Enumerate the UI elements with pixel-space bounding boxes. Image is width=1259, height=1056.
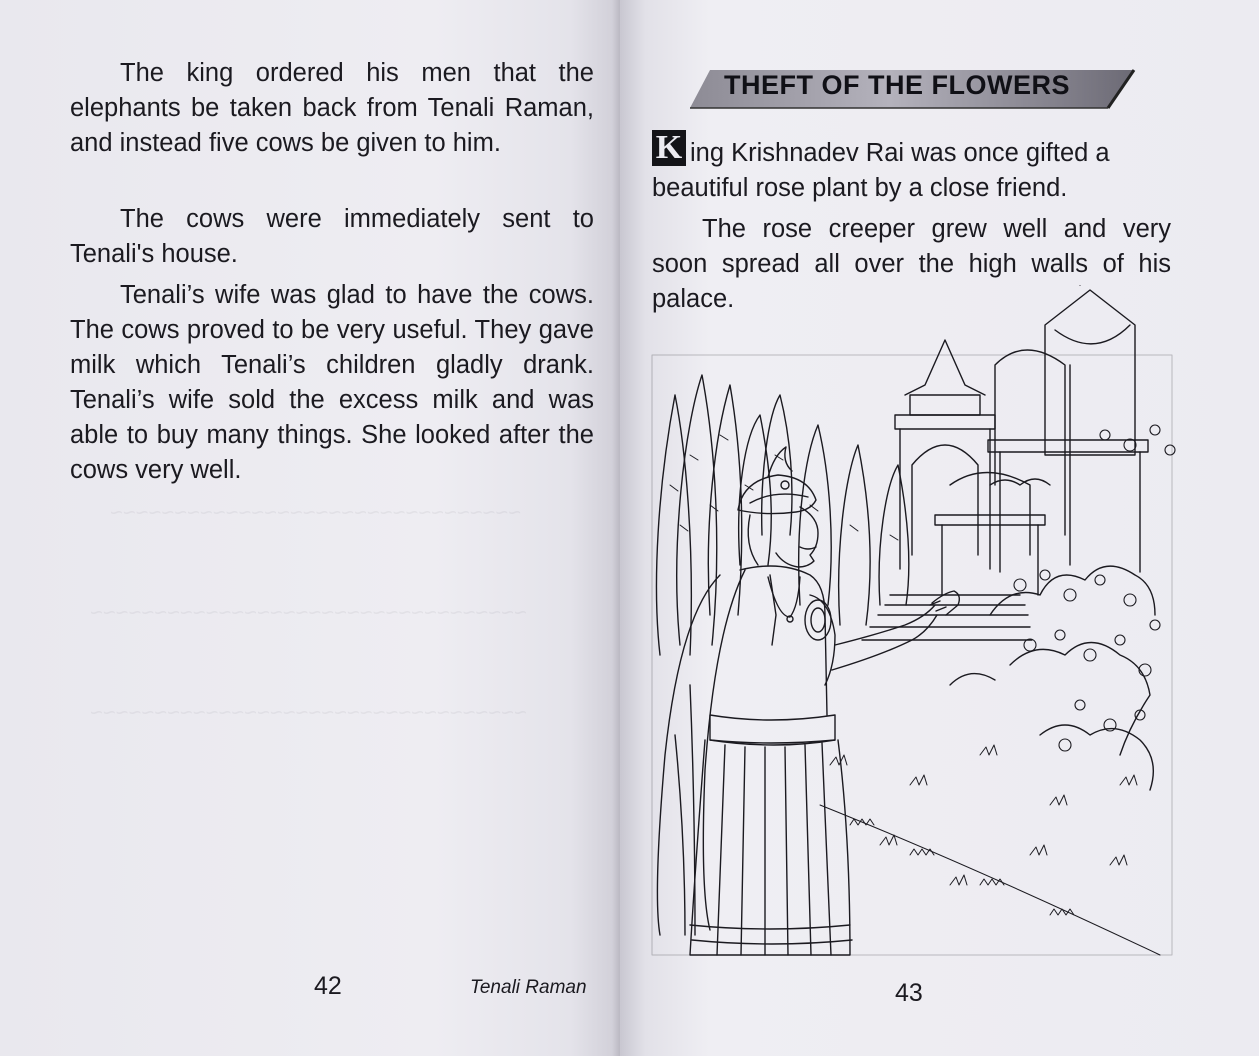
right-paragraph-1-line-2: beautiful rose plant by a close friend. (652, 174, 1068, 202)
palace-steps (862, 595, 1032, 640)
rose-bushes (950, 425, 1175, 790)
chapter-title: THEFT OF THE FLOWERS (724, 70, 1070, 100)
drop-cap: K (652, 130, 686, 166)
right-page (620, 0, 1259, 1056)
king-in-garden-illustration (650, 285, 1180, 965)
palace-pavilion (895, 285, 1148, 595)
king-figure (657, 447, 959, 955)
show-through-text: ~~~~~~~~~~~~~~~~~~~~~~~~~~~~~~~~~~ (90, 700, 527, 725)
left-paragraph-3: Tenali’s wife was glad to have the cows. The cows proved to be very useful. They gave milk which Tenali’s children gladly drank. Tenali’s wife sold the excess milk and was able to buy many things. She looked after the cows very well. (70, 281, 594, 484)
grass (820, 745, 1160, 955)
left-paragraph-1: The king ordered his men that the elephants be taken back from Tenali Raman, and instead five cows be given to him. (70, 59, 594, 157)
show-through-text: ~~~~~~~~~~~~~~~~~~~~~~~~~~~~~~~~ (110, 500, 522, 525)
page-number-right: 43 (895, 979, 923, 1007)
right-paragraph-1-line-1: ing Krishnadev Rai was once gifted a (690, 139, 1110, 167)
left-page (0, 0, 620, 1056)
show-through-text: ~~~~~~~~~~~~~~~~~~~~~~~~~~~~~~~~~~ (90, 600, 527, 625)
right-paragraph-2: The rose creeper grew well and very soon spread all over the high walls of his palace. (652, 215, 1171, 313)
left-paragraph-2: The cows were immediately sent to Tenali's house. (70, 205, 594, 268)
page-number-left: 42 (314, 972, 342, 1000)
running-title: Tenali Raman (470, 977, 587, 998)
